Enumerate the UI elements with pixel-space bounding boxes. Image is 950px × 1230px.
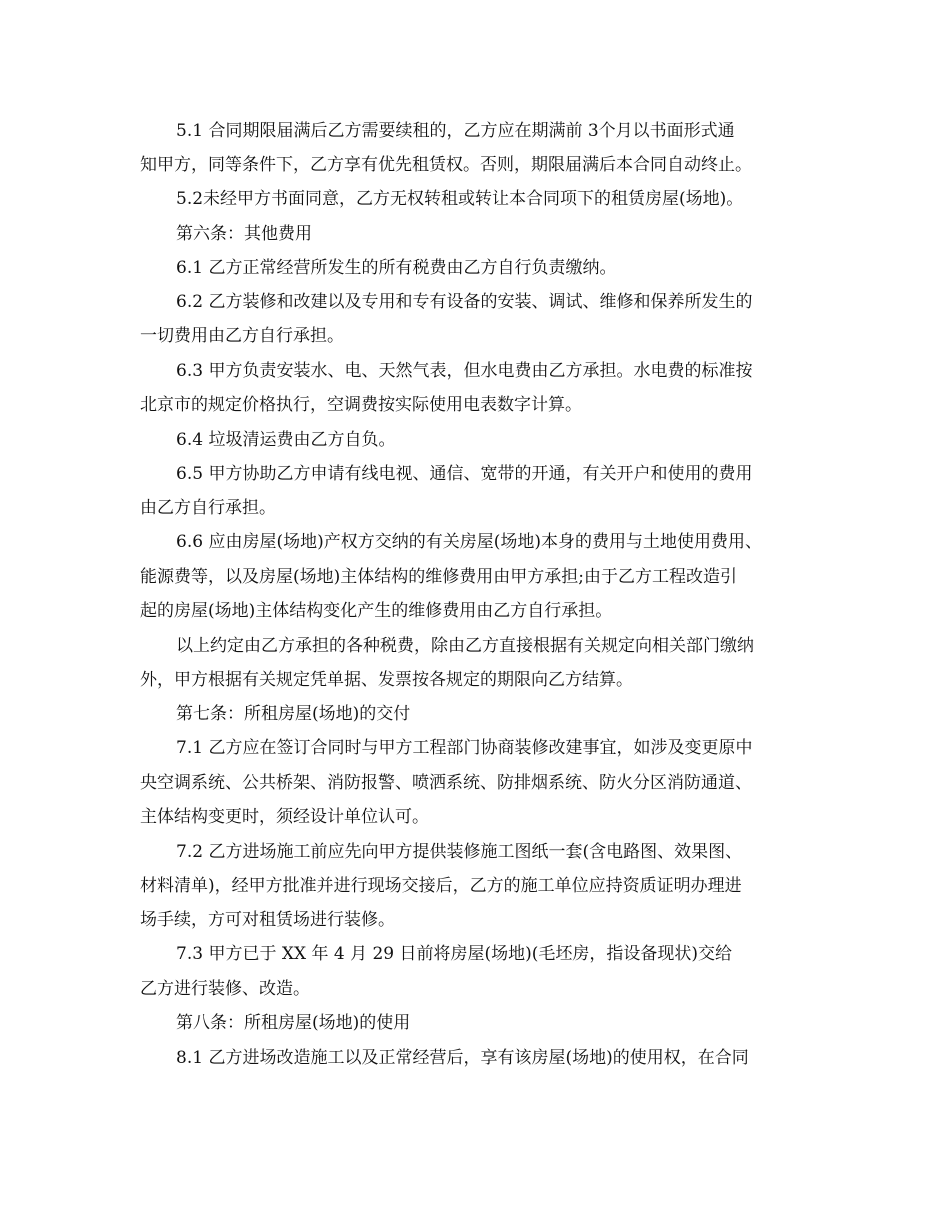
- text-line: 北京市的规定价格执行，空调费按实际使用电表数字计算。: [140, 395, 582, 415]
- text-line: 乙方进行装修、改造。: [140, 979, 310, 999]
- text-line: 6.2 乙方装修和改建以及专用和专有设备的安装、调试、维修和保养所发生的: [176, 292, 753, 312]
- text-line: 5.1 合同期限届满后乙方需要续租的，乙方应在期满前 3个月以书面形式通: [176, 121, 735, 141]
- text-line: 7.2 乙方进场施工前应先向甲方提供装修施工图纸一套(含电路图、效果图、: [176, 842, 743, 862]
- text-line: 8.1 乙方进场改造施工以及正常经营后，享有该房屋(场地)的使用权，在合同: [176, 1048, 749, 1068]
- section-heading: 第八条：所租房屋(场地)的使用: [176, 1013, 411, 1033]
- section-heading: 第六条：其他费用: [176, 224, 312, 244]
- text-line: 6.6 应由房屋(场地)产权方交纳的有关房屋(场地)本身的费用与土地使用费用、: [176, 532, 762, 552]
- text-line: 以上约定由乙方承担的各种税费，除由乙方直接根据有关规定向相关部门缴纳: [176, 636, 754, 656]
- text-line: 6.4 垃圾清运费由乙方自负。: [176, 430, 396, 450]
- text-line: 材料清单)，经甲方批准并进行现场交接后，乙方的施工单位应持资质证明办理进: [140, 876, 742, 896]
- text-line: 7.1 乙方应在签订合同时与甲方工程部门协商装修改建事宜，如涉及变更原中: [176, 738, 753, 758]
- text-line: 7.3 甲方已于 XX 年 4 月 29 日前将房屋(场地)(毛坯房，指设备现状)交给: [176, 944, 733, 964]
- text-line: 6.5 甲方协助乙方申请有线电视、通信、宽带的开通，有关开户和使用的费用: [176, 464, 753, 484]
- text-line: 知甲方，同等条件下，乙方享有优先租赁权。否则，期限届满后本合同自动终止。: [140, 155, 752, 175]
- text-line: 由乙方自行承担。: [140, 498, 276, 518]
- text-line: 能源费等，以及房屋(场地)主体结构的维修费用由甲方承担;由于乙方工程改造引: [140, 567, 737, 587]
- text-line: 6.1 乙方正常经营所发生的所有税费由乙方自行负责缴纳。: [176, 258, 617, 278]
- text-line: 6.3 甲方负责安装水、电、天然气表，但水电费由乙方承担。水电费的标准按: [176, 361, 753, 381]
- text-line: 主体结构变更时，须经设计单位认可。: [140, 807, 429, 827]
- text-line: 5.2未经甲方书面同意，乙方无权转租或转让本合同项下的租赁房屋(场地)。: [176, 189, 744, 209]
- text-line: 一切费用由乙方自行承担。: [140, 326, 344, 346]
- text-line: 央空调系统、公共桥架、消防报警、喷洒系统、防排烟系统、防火分区消防通道、: [140, 773, 752, 793]
- text-line: 起的房屋(场地)主体结构变化产生的维修费用由乙方自行承担。: [140, 601, 613, 621]
- text-line: 外，甲方根据有关规定凭单据、发票按各规定的期限向乙方结算。: [140, 670, 633, 690]
- section-heading: 第七条：所租房屋(场地)的交付: [176, 704, 411, 724]
- text-line: 场手续，方可对租赁场进行装修。: [140, 910, 395, 930]
